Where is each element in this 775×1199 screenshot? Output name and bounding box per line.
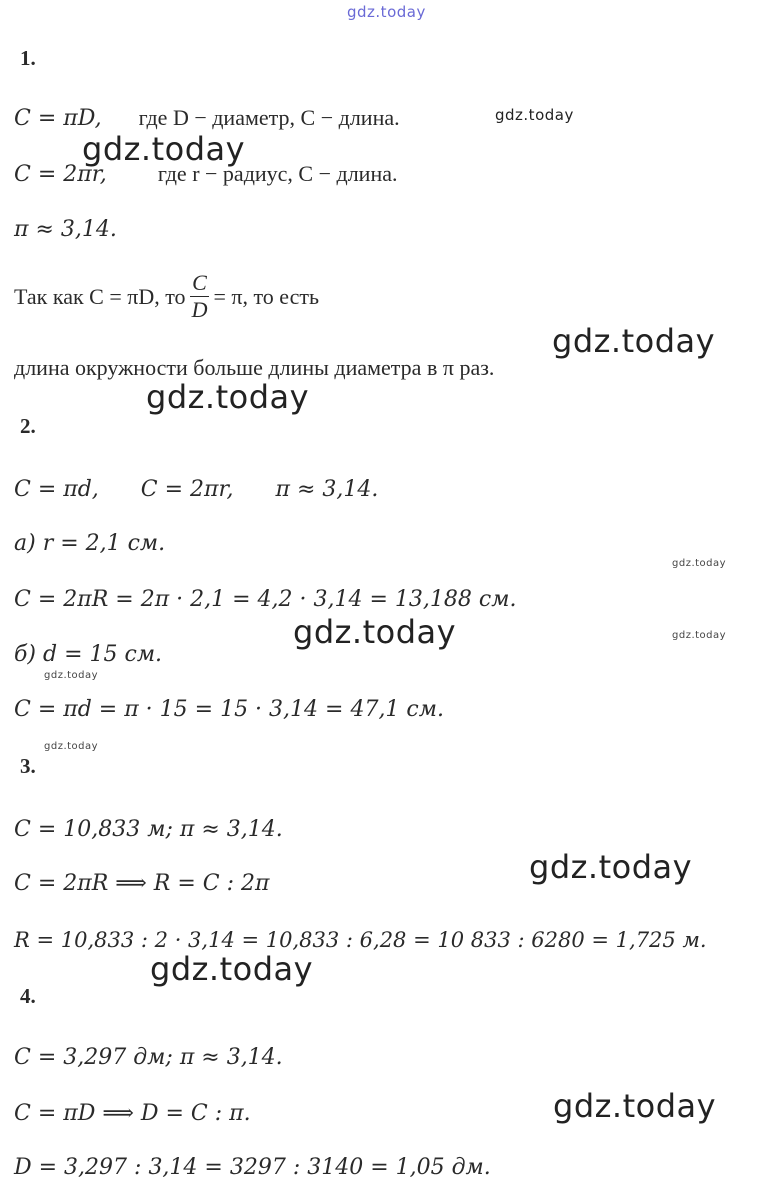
calculation-line: D = 3,297 : 3,14 = 3297 : 3140 = 1,05 дм. <box>14 1155 491 1180</box>
formula-line <box>14 160 398 189</box>
formula-line: C = 2πR ⟹ R = C : 2π <box>14 871 270 896</box>
fraction-line <box>14 270 319 323</box>
given-value: C = 3,297 дм; π ≈ 3,14. <box>14 1045 283 1070</box>
task-number-4: 4. <box>20 984 36 1008</box>
pi-approximation: π ≈ 3,14. <box>14 217 117 242</box>
watermark: gdz.today <box>82 130 246 168</box>
task-number-3: 3. <box>20 754 36 778</box>
watermark-top: gdz.today <box>347 3 426 21</box>
formula: C = 2πr, <box>14 162 107 187</box>
watermark: gdz.today <box>495 106 574 124</box>
given-value: б) d = 15 см. <box>14 642 163 667</box>
given-value: C = 10,833 м; π ≈ 3,14. <box>14 817 283 842</box>
fraction <box>190 270 210 323</box>
formula-explanation: где D − диаметр, C − длина. <box>138 105 400 130</box>
formula-explanation: где r − радиус, C − длина. <box>157 161 398 186</box>
watermark: gdz.today <box>146 378 310 416</box>
watermark: gdz.today <box>672 558 727 569</box>
watermark: gdz.today <box>552 322 716 360</box>
given-value: а) r = 2,1 см. <box>14 531 166 556</box>
calculation-line: R = 10,833 : 2 · 3,14 = 10,833 : 6,28 = 10 833 : 6280 = 1,725 м. <box>14 928 707 952</box>
conclusion-text: длина окружности больше длины диаметра в π раз. <box>14 355 495 380</box>
watermark: gdz.today <box>150 950 314 988</box>
formula-line: C = πd, C = 2πr, π ≈ 3,14. <box>14 477 379 502</box>
watermark: gdz.today <box>44 670 99 681</box>
calculation-line: C = πd = π · 15 = 15 · 3,14 = 47,1 см. <box>14 697 444 722</box>
formula-line: C = πD ⟹ D = C : π. <box>14 1101 251 1126</box>
formula-line <box>14 104 400 133</box>
text-segment: Так как C = πD, то <box>14 283 186 309</box>
formula: C = πD, <box>14 106 102 131</box>
watermark: gdz.today <box>293 613 457 651</box>
text-segment: = π, то есть <box>213 283 320 309</box>
watermark: gdz.today <box>44 741 99 752</box>
watermark: gdz.today <box>553 1087 717 1125</box>
watermark: gdz.today <box>672 630 727 641</box>
task-number-2: 2. <box>20 414 36 438</box>
task-number-1: 1. <box>20 46 36 70</box>
fraction-numerator: C <box>192 270 207 295</box>
calculation-line: C = 2πR = 2π · 2,1 = 4,2 · 3,14 = 13,188 см. <box>14 587 517 612</box>
watermark: gdz.today <box>529 848 693 886</box>
fraction-denominator: D <box>191 297 208 322</box>
